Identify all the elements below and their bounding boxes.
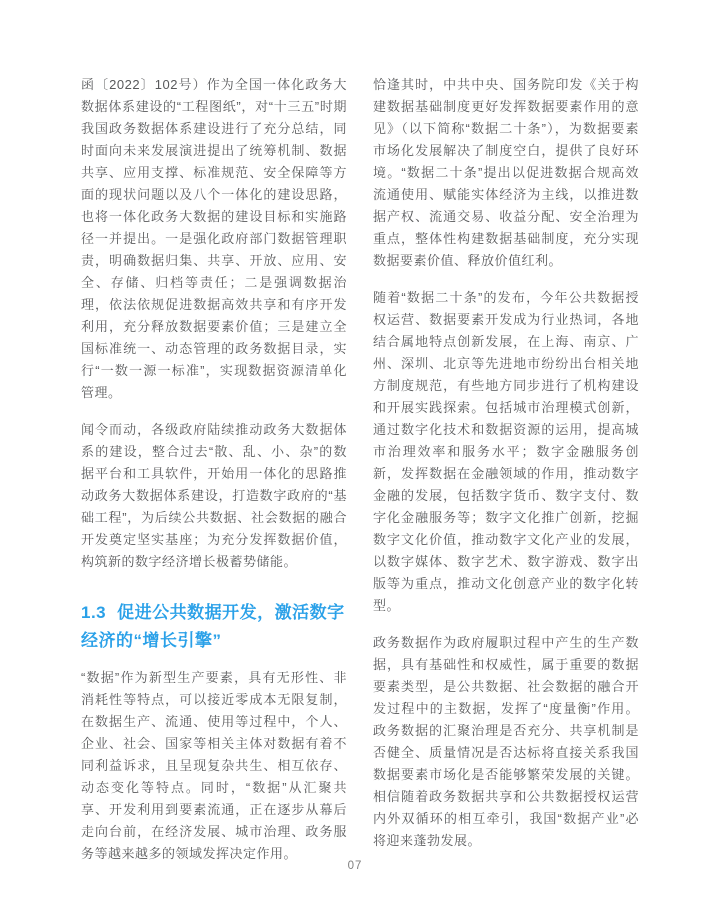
paragraph: 恰逢其时，中共中央、国务院印发《关于构建数据基础制度更好发挥数据要素作用的意见》（以下简称“数据二十条”），为数据要素市场化发展解决了制度空白，提供了良好环境。“数据二十条”提出以促进数据合规高效流通使用、赋能实体经济为主线，以推进数据产权、流通交易、收益分配、安全治理为重点，整体性构建数据基础制度，充分实现数据要素价值、释放价值红利。 bbox=[373, 77, 639, 268]
page-number: 07 bbox=[347, 860, 363, 872]
section-heading bbox=[81, 599, 347, 655]
paragraph: 随着“数据二十条”的发布，今年公共数据授权运营、数据要素开发成为行业热词，各地结合属地特点创新发展，在上海、南京、广州、深圳、北京等先进地市纷纷出台相关地方制度规范，有些地方同步进行了机构建设和开展实践探索。包括城市治理模式创新，通过数字化技术和数据资源的运用，提高城市治理效率和服务水平；数字金融服务创新，发挥数据在金融领域的作用，推动数字金融的发展，包括数字货币、数字支付、数字化金融服务等；数字文化推广创新，挖掘数字文化价值，推动数字文化产业的发展，以数字媒体、数字艺术、数字游戏、数字出版等为重点，推动文化创意产业的数字化转型。 bbox=[373, 290, 639, 613]
right-column bbox=[373, 74, 639, 880]
two-column-layout bbox=[81, 74, 639, 880]
section-heading-number: 1.3 bbox=[81, 603, 107, 622]
paragraph: “数据”作为新型生产要素，具有无形性、非消耗性等特点，可以接近零成本无限复制，在数据生产、流通、使用等过程中，个人、企业、社会、国家等相关主体对数据有着不同利益诉求，且呈现复杂共生、相互依存、动态变化等特点。同时，“数据”从汇聚共享、开发利用到要素流通，正在逐步从幕后走向台前，在经济发展、城市治理、政务服务等越来越多的领域发挥决定作用。 bbox=[81, 670, 347, 861]
section-heading-title: 促进公共数据开发，激活数字经济的“增长引擎” bbox=[81, 603, 345, 650]
paragraph: 政务数据作为政府履职过程中产生的生产数据，具有基础性和权威性，属于重要的数据要素类型，是公共数据、社会数据的融合开发过程中的主数据，发挥了“度量衡”作用。政务数据的汇聚治理是否充分、共享机制是否健全、质量情况是否达标将直接关系我国数据要素市场化是否能够繁荣发展的关键。相信随着政务数据共享和公共数据授权运营内外双循环的相互牵引，我国“数据产业”必将迎来蓬勃发展。 bbox=[373, 635, 639, 848]
paragraph: 函〔2022〕102号）作为全国一体化政务大数据体系建设的“工程图纸”，对“十三五”时期我国政务数据体系建设进行了充分总结，同时面向未来发展演进提出了统筹机制、数据共享、应用支撑、标准规范、安全保障等方面的现状问题以及八个一体化的建设思路，也将一体化政务大数据的建设目标和实施路径一并提出。一是强化政府部门数据管理职责，明确数据归集、共享、开放、应用、安全、存储、归档等责任；二是强调数据治理，依法依规促进数据高效共享和有序开发利用，充分释放数据要素价值；三是建立全国标准统一、动态管理的政务数据目录，实行“一数一源一标准”，实现数据资源清单化管理。 bbox=[81, 77, 347, 400]
left-column bbox=[81, 74, 347, 880]
paragraph: 闻令而动，各级政府陆续推动政务大数据体系的建设，整合过去“散、乱、小、杂”的数据平台和工具软件，开始用一体化的思路推动政务大数据体系建设，打造数字政府的“基础工程”，为后续公共数据、社会数据的融合开发奠定坚实基座；为充分发挥数据价值，构筑新的数字经济增长极蓄势储能。 bbox=[81, 422, 347, 569]
